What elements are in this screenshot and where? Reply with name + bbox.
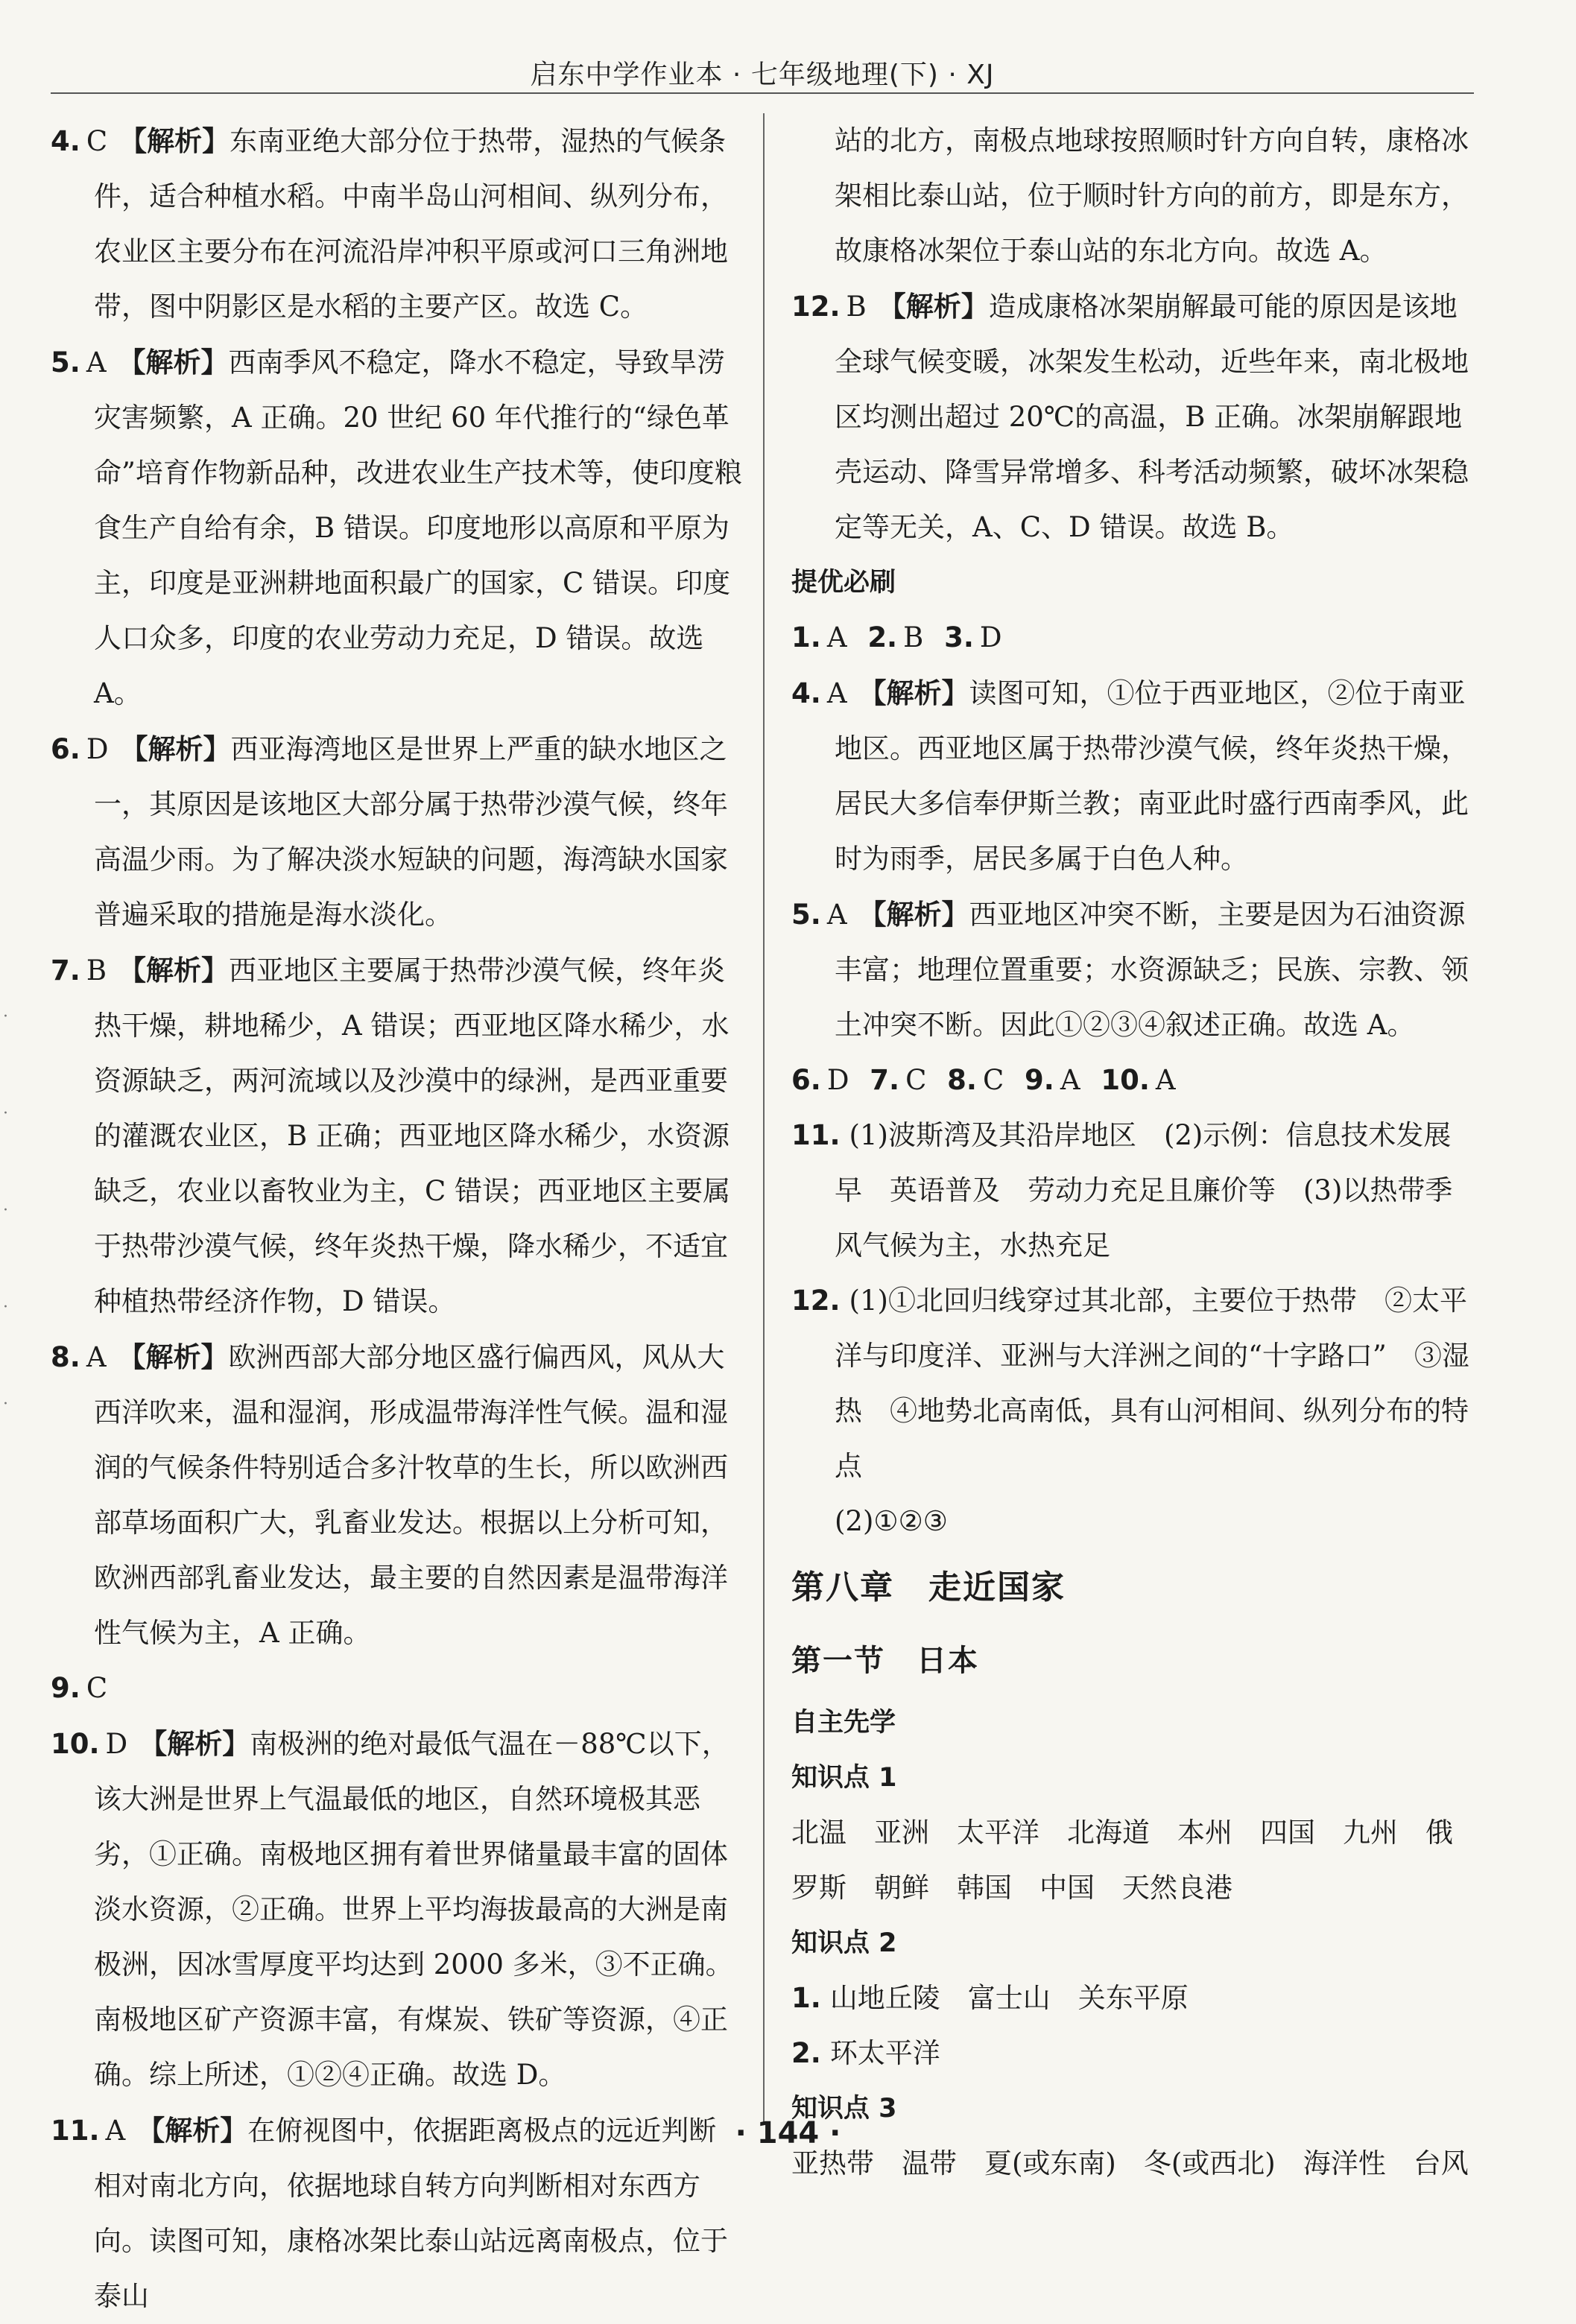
- knowledge-point-2-item: 2. 环太平洋: [791, 2037, 940, 2069]
- question-10: 10. D 【解析】南极洲的绝对最低气温在－88℃以下，该大洲是世界上气温最低的地区，自然环境极其恶劣，①正确。南极地区拥有着世界储量最丰富的固体淡水资源，②正确。世界上平均海拔最高的大洲是南极洲，因冰雪厚度平均达到 2000 多米，③不正确。南极地区矿产资源丰富，有煤炭、铁矿等资源，④正确。综上所述，①②④正确。故选 D。: [51, 1727, 733, 2091]
- tiyou-question-12-part-2: (2)①②③: [835, 1505, 948, 1537]
- question-5: 5. A 【解析】西南季风不稳定，降水不稳定，导致旱涝灾害频繁，A 正确。20 世纪 60 年代推行的“绿色革命”培育作物新品种，改进农业生产技术等，使印度粮食生产自给有余，B 错误。印度地形以高原和平原为主，印度是亚洲耕地面积最广的国家，C 错误。印度人口众多，印度的农业劳动力充足，D 错误。故选 A。: [51, 346, 742, 709]
- question-4: 4. C 【解析】东南亚绝大部分位于热带，湿热的气候条件，适合种植水稻。中南半岛山河相间、纵列分布，农业区主要分布在河流沿岸冲积平原或河口三角洲地带，图中阴影区是水稻的主要产区。故选 C。: [51, 124, 728, 323]
- question-7: 7. B 【解析】西亚地区主要属于热带沙漠气候，终年炎热干燥，耕地稀少，A 错误；西亚地区降水稀少，水资源缺乏，两河流域以及沙漠中的绿洲，是西亚重要的灌溉农业区，B 正确；西亚地区降水稀少，水资源缺乏，农业以畜牧业为主，C 错误；西亚地区主要属于热带沙漠气候，终年炎热干燥，降水稀少，不适宜种植热带经济作物，D 错误。: [51, 954, 731, 1317]
- binding-margin-marks: · · · · ·: [3, 1007, 8, 1413]
- answers-row-1: 1. A 2. B 3. D: [791, 621, 1002, 653]
- subheading-zizhu: 自主先学: [791, 1708, 896, 1738]
- right-column: [791, 113, 1475, 2191]
- page-header: 启东中学作业本 · 七年级地理(下) · XJ: [530, 60, 995, 90]
- knowledge-point-2-label: 知识点 2: [791, 1928, 897, 1958]
- knowledge-point-1-answers: 北温 亚洲 太平洋 北海道 本州 四国 九州 俄罗斯 朝鲜 韩国 中国 天然良港: [791, 1817, 1453, 1904]
- knowledge-point-3-answers: 亚热带 温带 夏(或东南) 冬(或西北) 海洋性 台风: [791, 2147, 1469, 2179]
- page-number: · 144 ·: [735, 2116, 841, 2150]
- tiyou-question-4: 4. A 【解析】读图可知，①位于西亚地区，②位于南亚地区。西亚地区属于热带沙漠气候，终年炎热干燥，居民大多信奉伊斯兰教；南亚此时盛行西南季风，此时为雨季，居民多属于白色人种。: [791, 677, 1469, 875]
- tiyou-question-11: 11. (1)波斯湾及其沿岸地区 (2)示例：信息技术发展早 英语普及 劳动力充足且廉价等 (3)以热带季风气候为主，水热充足: [791, 1119, 1453, 1261]
- left-column: [51, 113, 742, 2324]
- chapter-title: 第八章 走近国家: [791, 1568, 1066, 1606]
- knowledge-point-1-label: 知识点 1: [791, 1763, 897, 1793]
- tiyou-question-5: 5. A 【解析】西亚地区冲突不断，主要是因为石油资源丰富；地理位置重要；水资源缺乏；民族、宗教、领土冲突不断。因此①②③④叙述正确。故选 A。: [791, 898, 1469, 1041]
- question-6: 6. D 【解析】西亚海湾地区是世界上严重的缺水地区之一，其原因是该地区大部分属于热带沙漠气候，终年高温少雨。为了解决淡水短缺的问题，海湾缺水国家普遍采取的措施是海水淡化。: [51, 732, 728, 931]
- question-9: 9. C: [51, 1672, 108, 1704]
- question-11-continued: 站的北方，南极点地球按照顺时针方向自转，康格冰架相比泰山站，位于顺时针方向的前方，即是东方，故康格冰架位于泰山站的东北方向。故选 A。: [835, 124, 1469, 267]
- column-divider: [763, 113, 765, 2125]
- question-12: 12. B 【解析】造成康格冰架崩解最可能的原因是该地全球气候变暖，冰架发生松动，近些年来，南北极地区均测出超过 20℃的高温，B 正确。冰架崩解跟地壳运动、降雪异常增多、科考活动频繁，破坏冰架稳定等无关，A、C、D 错误。故选 B。: [791, 290, 1469, 543]
- section-title: 第一节 日本: [791, 1643, 979, 1678]
- header-divider: [51, 92, 1474, 94]
- knowledge-point-2-item: 1. 山地丘陵 富士山 关东平原: [791, 1982, 1189, 2014]
- answers-row-2: 6. D 7. C 8. C 9. A 10. A: [791, 1064, 1176, 1096]
- tiyou-question-12: 12. (1)①北回归线穿过其北部，主要位于热带 ②太平洋与印度洋、亚洲与大洋洲之间的“十字路口” ③湿热 ④地势北高南低，具有山河相间、纵列分布的特点: [791, 1285, 1469, 1482]
- question-8: 8. A 【解析】欧洲西部大部分地区盛行偏西风，风从大西洋吹来，温和湿润，形成温带海洋性气候。温和湿润的气候条件特别适合多汁牧草的生长，所以欧洲西部草场面积广大，乳畜业发达。根据以上分析可知，欧洲西部乳畜业发达，最主要的自然因素是温带海洋性气候为主，A 正确。: [51, 1340, 728, 1649]
- section-heading-tiyou: 提优必刷: [791, 568, 896, 598]
- knowledge-point-3-label: 知识点 3: [791, 2094, 897, 2124]
- question-11: 11. A 【解析】在俯视图中，依据距离极点的远近判断相对南北方向，依据地球自转方向判断相对东西方向。读图可知，康格冰架比泰山站远离南极点，位于泰山: [51, 2114, 728, 2312]
